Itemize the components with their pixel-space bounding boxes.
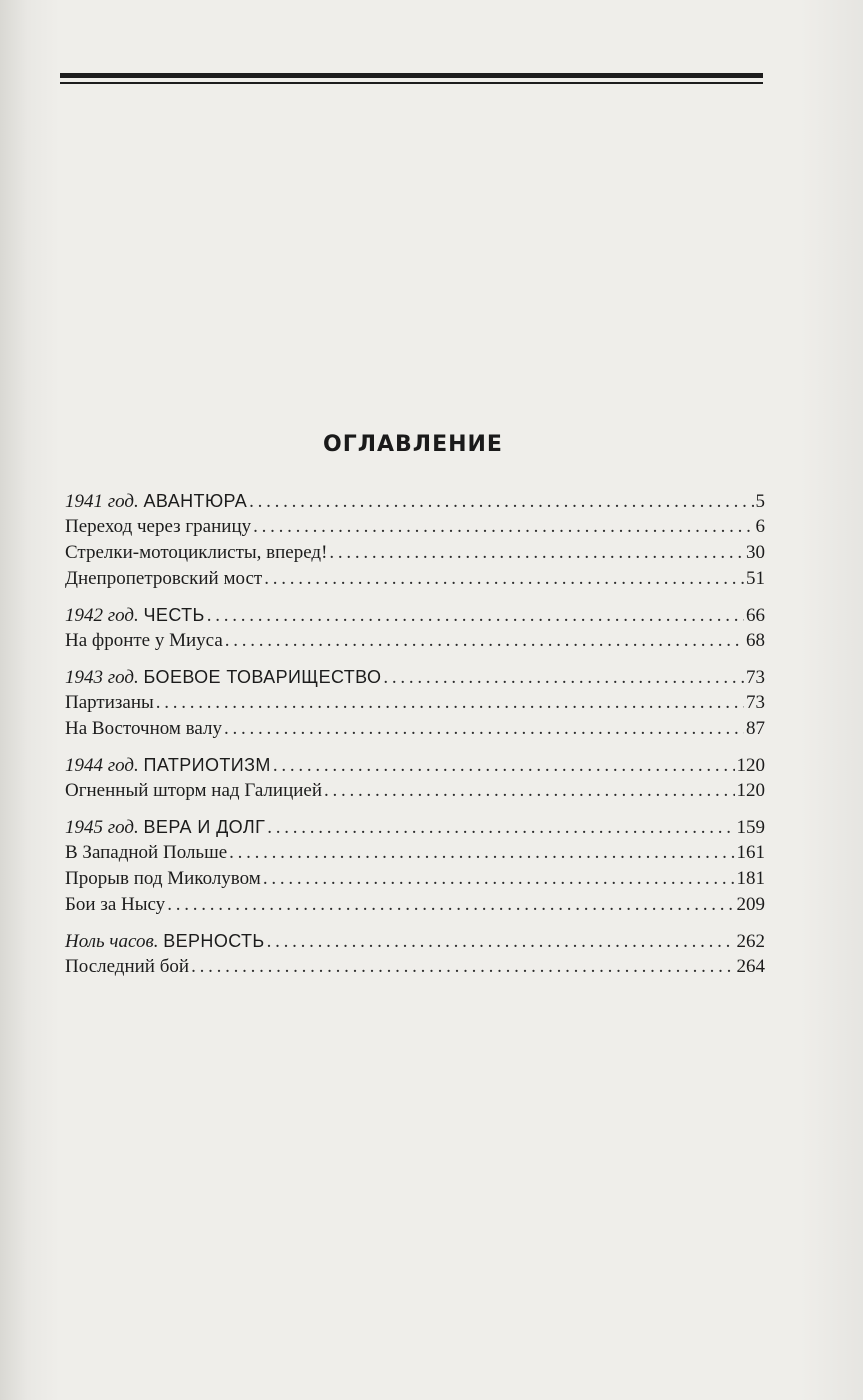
toc-title: ОГЛАВЛЕНИЕ: [323, 432, 503, 457]
dot-leader: [253, 514, 753, 540]
dot-leader: [267, 929, 735, 955]
page-number: 6: [755, 516, 765, 537]
section-label: [65, 664, 381, 691]
toc-section-heading[interactable]: [65, 664, 765, 690]
section-heading: БОЕВОЕ ТОВАРИЩЕСТВО: [143, 667, 382, 687]
toc-entry[interactable]: [65, 892, 765, 918]
toc-section-heading[interactable]: [65, 928, 765, 954]
page-number: 5: [755, 491, 765, 512]
dot-leader: [224, 716, 744, 742]
toc-section: [65, 928, 765, 980]
toc-entry[interactable]: [65, 690, 765, 716]
toc-section-heading[interactable]: [65, 752, 765, 778]
toc-entry[interactable]: [65, 840, 765, 866]
page-number: 120: [736, 755, 765, 776]
section-heading: ЧЕСТЬ: [143, 605, 205, 625]
entry-label: Днепропетровский мост: [65, 568, 263, 589]
header-rule-thick: [60, 73, 763, 78]
page-number: 262: [736, 931, 765, 952]
entry-label: Переход через границу: [65, 516, 252, 537]
entry-label: На Восточном валу: [65, 718, 222, 739]
section-label: [65, 814, 265, 841]
dot-leader: [264, 566, 744, 592]
page-number: 68: [746, 630, 765, 651]
toc-section-heading[interactable]: [65, 602, 765, 628]
toc-section: [65, 488, 765, 592]
page-number: 209: [736, 894, 765, 915]
header-rule-thin: [60, 82, 763, 84]
dot-leader: [249, 489, 753, 515]
section-year: 1942 год.: [65, 605, 139, 626]
section-label: [65, 752, 271, 779]
page-number: 264: [736, 956, 765, 977]
dot-leader: [383, 665, 744, 691]
page-number: 181: [736, 868, 765, 889]
section-year: Ноль часов.: [65, 931, 159, 952]
dot-leader: [267, 815, 734, 841]
section-year: 1945 год.: [65, 817, 139, 838]
section-label: [65, 928, 265, 955]
toc-entry[interactable]: [65, 778, 765, 804]
entry-label: На фронте у Миуса: [65, 630, 223, 651]
dot-leader: [329, 540, 744, 566]
dot-leader: [225, 628, 744, 654]
toc-section: [65, 664, 765, 742]
toc-section-heading[interactable]: [65, 488, 765, 514]
dot-leader: [273, 753, 735, 779]
toc-entry[interactable]: [65, 566, 765, 592]
page-number: 66: [746, 605, 765, 626]
entry-label: Партизаны: [65, 692, 154, 713]
section-year: 1943 год.: [65, 667, 139, 688]
toc-entry[interactable]: [65, 716, 765, 742]
section-heading: ВЕРА И ДОЛГ: [143, 817, 266, 837]
dot-leader: [191, 954, 734, 980]
toc-section-heading[interactable]: [65, 814, 765, 840]
dot-leader: [167, 892, 734, 918]
table-of-contents: [65, 488, 765, 990]
dot-leader: [263, 866, 735, 892]
section-label: [65, 602, 205, 629]
toc-entry[interactable]: [65, 628, 765, 654]
section-year: 1944 год.: [65, 755, 139, 776]
page-number: 51: [746, 568, 765, 589]
dot-leader: [207, 603, 744, 629]
entry-label: Прорыв под Миколувом: [65, 868, 261, 889]
toc-entry[interactable]: [65, 540, 765, 566]
page-number: 30: [746, 542, 765, 563]
page-number: 161: [736, 842, 765, 863]
section-heading: ВЕРНОСТЬ: [163, 931, 265, 951]
dot-leader: [156, 690, 744, 716]
section-heading: АВАНТЮРА: [143, 491, 248, 511]
section-label: [65, 488, 247, 515]
page-number: 73: [746, 667, 765, 688]
toc-entry[interactable]: [65, 866, 765, 892]
entry-label: Последний бой: [65, 956, 190, 977]
dot-leader: [229, 840, 734, 866]
toc-entry[interactable]: [65, 514, 765, 540]
entry-label: В Западной Польше: [65, 842, 228, 863]
page-number: 159: [736, 817, 765, 838]
section-heading: ПАТРИОТИЗМ: [143, 755, 271, 775]
section-year: 1941 год.: [65, 491, 139, 512]
dot-leader: [324, 778, 734, 804]
toc-section: [65, 752, 765, 804]
entry-label: Стрелки-мотоциклисты, вперед!: [65, 542, 328, 563]
toc-section: [65, 814, 765, 918]
toc-entry[interactable]: [65, 954, 765, 980]
page-number: 87: [746, 718, 765, 739]
page-number: 120: [736, 780, 765, 801]
entry-label: Огненный шторм над Галицией: [65, 780, 323, 801]
page-number: 73: [746, 692, 765, 713]
toc-section: [65, 602, 765, 654]
entry-label: Бои за Нысу: [65, 894, 166, 915]
